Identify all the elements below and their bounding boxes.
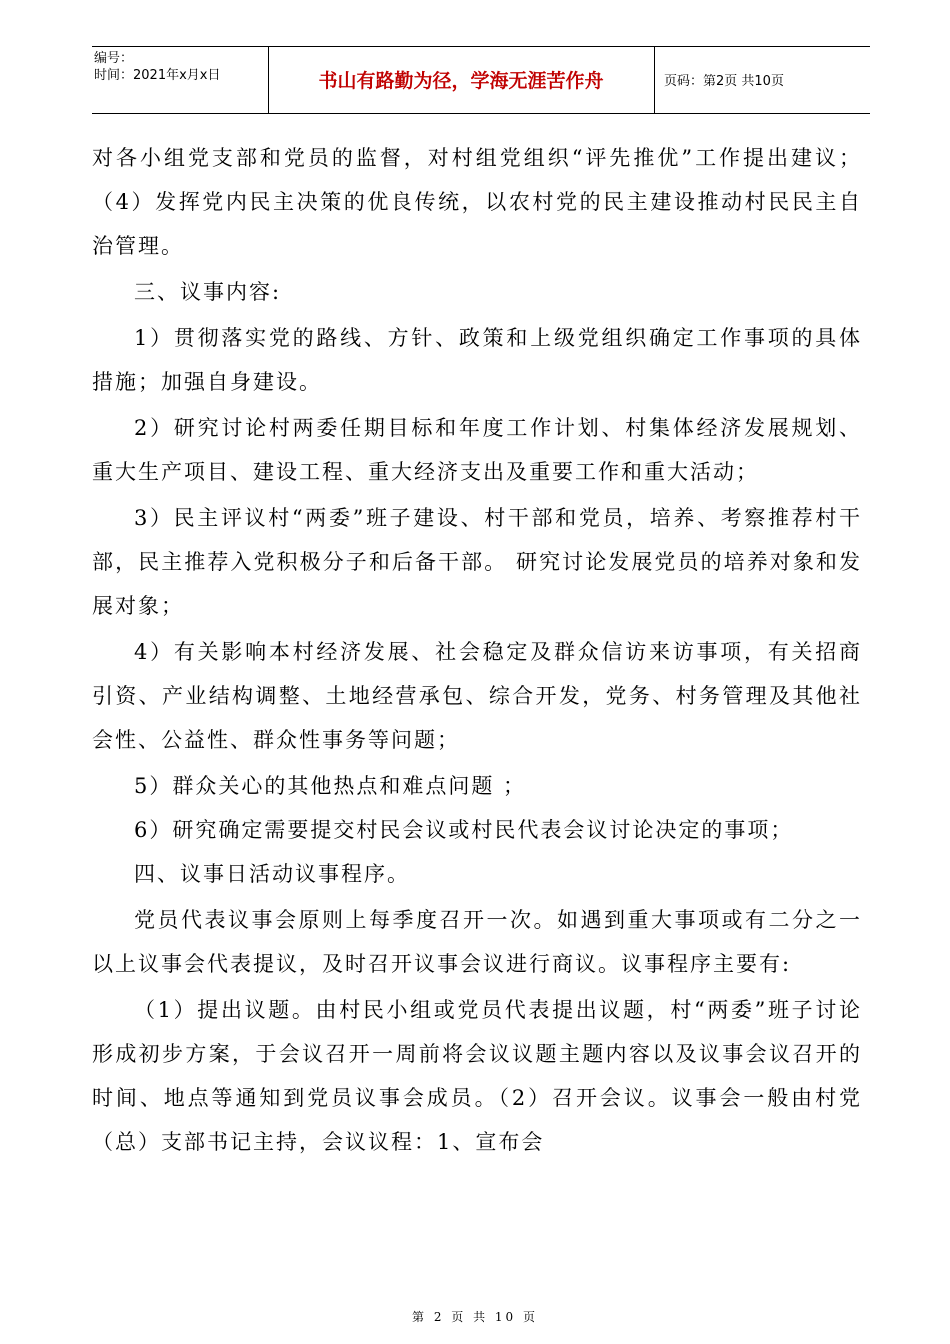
body-paragraph: 3）民主评议村“两委”班子建设、村干部和党员，培养、考察推荐村干部，民主推荐入党积极分子和后备干部。 研究讨论发展党员的培养对象和发展对象； (92, 506, 862, 618)
document-body (92, 136, 862, 1164)
header-meta (94, 50, 266, 84)
body-paragraph: 2）研究讨论村两委任期目标和年度工作计划、村集体经济发展规划、重大生产项目、建设工程、重大经济支出及重要工作和重大活动； (92, 416, 862, 484)
header-motto: 书山有路勤为径，学海无涯苦作舟 (318, 70, 604, 92)
page-footer: 第 2 页 共 10 页 (412, 1310, 538, 1324)
header-divider (654, 46, 655, 114)
body-paragraph: 6）研究确定需要提交村民会议或村民代表会议讨论决定的事项； (134, 818, 794, 842)
body-paragraph: 4）有关影响本村经济发展、社会稳定及群众信访来访事项，有关招商引资、产业结构调整、土地经营承包、综合开发，党务、村务管理及其他社会性、公益性、群众性事务等问题； (92, 640, 862, 752)
header-time: 时间：2021年x月x日 (94, 68, 221, 83)
header-bottom-rule (92, 113, 870, 114)
header-page-number: 页码：第2页 共10页 (664, 74, 784, 89)
body-paragraph: 5）群众关心的其他热点和难点问题 ； (134, 774, 527, 798)
section-heading: 四、议事日活动议事程序。 (134, 862, 410, 886)
body-paragraph: （1）提出议题。由村民小组或党员代表提出议题，村“两委”班子讨论形成初步方案，于会议召开一周前将会议议题主题内容以及议事会议召开的时间、地点等通知到党员议事会成员。（2）召开会议。议事会一般由村党（总）支部书记主持，会议议程：1、宣布会 (92, 998, 862, 1154)
header-number: 编号： (94, 51, 134, 66)
header-top-rule (92, 46, 870, 47)
page-header (92, 46, 870, 114)
body-paragraph: 党员代表议事会原则上每季度召开一次。如遇到重大事项或有二分之一以上议事会代表提议，及时召开议事会议进行商议。议事程序主要有: (92, 908, 862, 976)
body-paragraph: 对各小组党支部和党员的监督，对村组党组织“评先推优”工作提出建议；（4）发挥党内民主决策的优良传统，以农村党的民主建设推动村民民主自治管理。 (92, 146, 862, 258)
section-heading: 三、议事内容: (134, 280, 282, 304)
body-paragraph: 1）贯彻落实党的路线、方针、政策和上级党组织确定工作事项的具体措施；加强自身建设。 (92, 326, 862, 394)
